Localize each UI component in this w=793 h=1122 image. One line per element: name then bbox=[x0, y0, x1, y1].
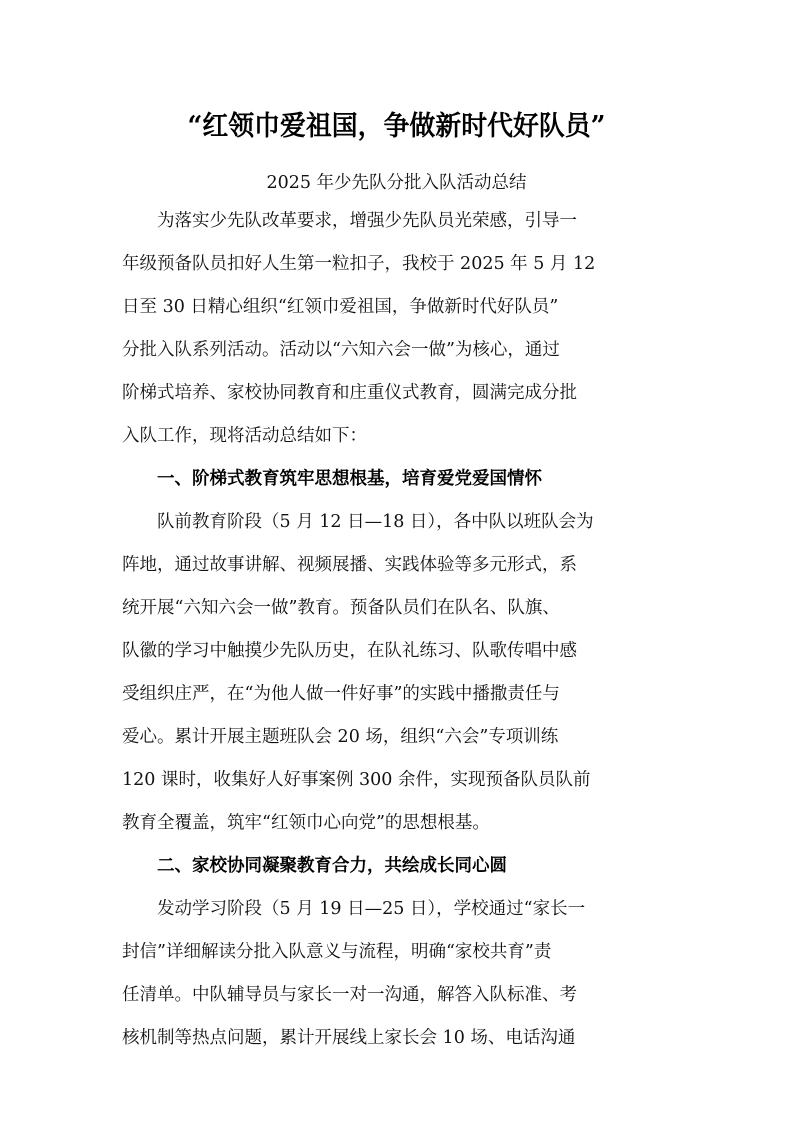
paragraph-line: 年级预备队员扣好人生第一粒扣子，我校于 2025 年 5 月 12 bbox=[122, 254, 596, 274]
paragraph-line: 教育全覆盖，筑牢“红领巾心向党”的思想根基。 bbox=[122, 813, 490, 833]
paragraph-line: 入队工作，现将活动总结如下： bbox=[122, 426, 367, 446]
paragraph-line: 分批入队系列活动。活动以“六知六会一做”为核心，通过 bbox=[122, 340, 560, 360]
paragraph-line: 封信”详细解读分批入队意义与流程，明确“家校共育”责 bbox=[122, 942, 552, 962]
paragraph-line: 核机制等热点问题，累计开展线上家长会 10 场、电话沟通 bbox=[122, 1028, 576, 1048]
document-title: “红领巾爱祖国，争做新时代好队员” bbox=[187, 111, 606, 142]
section-heading-1: 一、阶梯式教育筑牢思想根基，培育爱党爱国情怀 bbox=[157, 469, 542, 489]
paragraph-line: 日至 30 日精心组织“红领巾爱祖国，争做新时代好队员” bbox=[122, 297, 559, 317]
section-heading-2: 二、家校协同凝聚教育合力，共绘成长同心圆 bbox=[157, 856, 507, 876]
paragraph-line: 队前教育阶段（5 月 12 日—18 日），各中队以班队会为 bbox=[157, 512, 594, 532]
paragraph-line: 为落实少先队改革要求，增强少先队员光荣感，引导一 bbox=[157, 211, 577, 231]
paragraph-line: 阶梯式培养、家校协同教育和庄重仪式教育，圆满完成分批 bbox=[122, 383, 577, 403]
document-subtitle: 2025 年少先队分批入队活动总结 bbox=[266, 173, 527, 193]
paragraph-line: 阵地，通过故事讲解、视频展播、实践体验等多元形式，系 bbox=[122, 555, 577, 575]
paragraph-line: 发动学习阶段（5 月 19 日—25 日），学校通过“家长一 bbox=[157, 899, 586, 919]
paragraph-line: 任清单。中队辅导员与家长一对一沟通，解答入队标准、考 bbox=[122, 985, 577, 1005]
paragraph-line: 120 课时，收集好人好事案例 300 余件，实现预备队员队前 bbox=[122, 770, 591, 790]
paragraph-line: 统开展“六知六会一做”教育。预备队员们在队名、队旗、 bbox=[122, 598, 560, 618]
paragraph-line: 受组织庄严，在“为他人做一件好事”的实践中播撒责任与 bbox=[122, 684, 560, 704]
paragraph-line: 队徽的学习中触摸少先队历史，在队礼练习、队歌传唱中感 bbox=[122, 641, 577, 661]
paragraph-line: 爱心。累计开展主题班队会 20 场，组织“六会”专项训练 bbox=[122, 727, 559, 747]
